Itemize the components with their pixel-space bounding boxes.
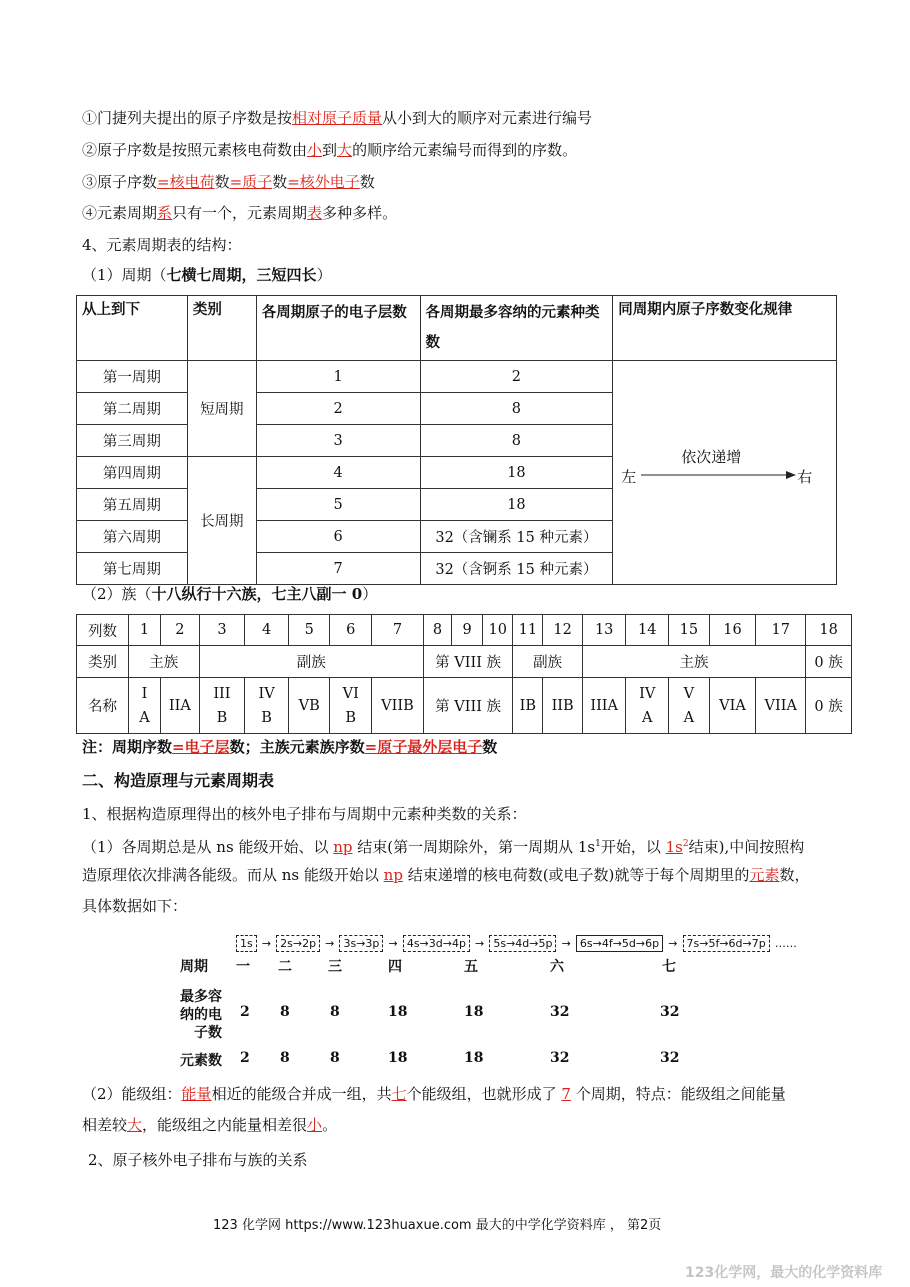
col-num: 12	[543, 615, 582, 646]
period-cell: 四	[388, 959, 402, 975]
period-cell: 五	[464, 959, 478, 975]
element-cell: 2	[240, 1050, 250, 1066]
row-label: 纳的电	[180, 1007, 222, 1023]
col-num: 16	[709, 615, 756, 646]
col-num: 13	[582, 615, 626, 646]
col-num: 6	[330, 615, 372, 646]
col-num: 17	[756, 615, 806, 646]
period-cell: 六	[550, 959, 564, 975]
type-main-a: 主族	[128, 646, 199, 678]
orbital-group: 7s→5f→6d→7p	[683, 935, 770, 952]
col-num: 3	[199, 615, 245, 646]
col-num: 8	[423, 615, 451, 646]
subsection-2: 2、原子核外电子排布与族的关系	[88, 1151, 308, 1169]
cell-layers: 2	[256, 393, 420, 425]
watermark: 123化学网，最大的化学资料库	[685, 1265, 883, 1281]
orbital-group: 5s→4d→5p	[489, 935, 556, 952]
row-label: 子数	[194, 1025, 222, 1041]
col-num: 4	[245, 615, 289, 646]
name-cell: 0 族	[806, 678, 852, 734]
cell-layers: 5	[256, 489, 420, 521]
period-cell: 七	[662, 959, 676, 975]
max-cell: 8	[330, 1004, 340, 1020]
trend-right: 右	[797, 468, 813, 486]
point-3: ③原子序数=核电荷数=质子数=核外电子数	[82, 173, 375, 191]
th-trend: 同周期内原子序数变化规律	[613, 296, 837, 361]
cell-layers: 1	[256, 361, 420, 393]
row-label: 元素数	[180, 1053, 222, 1069]
sequence-tail: ……	[774, 937, 797, 950]
cell-layers: 7	[256, 553, 420, 585]
period-table	[76, 295, 837, 585]
period-cell: 二	[278, 959, 292, 975]
type-zero: 0 族	[806, 646, 852, 678]
col-num: 11	[513, 615, 543, 646]
element-cell: 32	[550, 1050, 570, 1066]
max-cell: 8	[280, 1004, 290, 1020]
name-label: 名称	[77, 678, 129, 734]
type-main-a2: 主族	[582, 646, 805, 678]
para2-line1: （2）能级组：能量相近的能级合并成一组，共七个能级组，也就形成了 7 个周期，特点：能级组之间能量	[82, 1085, 786, 1103]
orbital-group: 6s→4f→5d→6p	[576, 935, 663, 952]
orbital-group: 4s→3d→4p	[403, 935, 470, 952]
col-num: 1	[128, 615, 160, 646]
orbital-group: 3s→3p	[339, 935, 383, 952]
point-1: ①门捷列夫提出的原子序数是按相对原子质量从小到大的顺序对元素进行编号	[82, 109, 593, 127]
th-count: 各周期最多容纳的元素种类数	[420, 296, 613, 361]
orbital-group: 1s	[236, 935, 257, 952]
page-footer: 123 化学网 https://www.123huaxue.com 最大的中学化学资料库 ， 第2页	[213, 1218, 662, 1233]
heading-structure: 4、元素周期表的结构：	[82, 236, 242, 254]
name-cell: VIIB	[372, 678, 424, 734]
heading-group: （2）族（十八纵行十六族，七主八副一 0）	[82, 585, 378, 603]
name-cell: 第 VIII 族	[423, 678, 512, 734]
name-cell: VI B	[330, 678, 372, 734]
max-cell: 32	[660, 1004, 680, 1020]
table-row: 第二周期	[77, 393, 188, 425]
cell-count: 2	[420, 361, 613, 393]
col-num: 5	[288, 615, 330, 646]
max-cell: 32	[550, 1004, 570, 1020]
col-num: 2	[161, 615, 199, 646]
para2-line2: 相差较大，能级组之内能量相差很小。	[82, 1116, 338, 1134]
table-row: 第四周期	[77, 457, 188, 489]
cell-layers: 4	[256, 457, 420, 489]
point-4: ④元素周期系只有一个，元素周期表多种多样。	[82, 204, 398, 222]
group-table	[76, 614, 852, 734]
orbital-sequence: 1s → 2s→2p → 3s→3p → 4s→3d→4p → 5s→4d→5p → 6s→4f→5d→6p → 7s→5f→6d→7p ……	[236, 932, 797, 952]
cell-count: 8	[420, 425, 613, 457]
element-cell: 18	[464, 1050, 484, 1066]
heading-period: （1）周期（七横七周期，三短四长）	[82, 266, 332, 284]
name-cell: III B	[199, 678, 245, 734]
long-period-label: 长周期	[187, 457, 256, 585]
name-cell: IIA	[161, 678, 199, 734]
name-cell: V A	[669, 678, 710, 734]
col-num: 15	[669, 615, 710, 646]
para1-line1: （1）各周期总是从 ns 能级开始、以 np 结束(第一周期除外，第一周期从 $1s^1$开始，以 $1s^2$结束),中间按照构	[82, 838, 805, 856]
name-cell: VIIA	[756, 678, 806, 734]
cell-count: 8	[420, 393, 613, 425]
element-cell: 8	[280, 1050, 290, 1066]
table-row: 第六周期	[77, 521, 188, 553]
th-layers: 各周期原子的电子层数	[256, 296, 420, 361]
type-sub-b2: 副族	[513, 646, 583, 678]
th-order: 从上到下	[77, 296, 188, 361]
name-cell: IV B	[245, 678, 289, 734]
col-num: 18	[806, 615, 852, 646]
element-cell: 8	[330, 1050, 340, 1066]
name-cell: I A	[128, 678, 160, 734]
th-category: 类别	[187, 296, 256, 361]
trend-cell	[613, 361, 837, 585]
period-cell: 三	[328, 959, 342, 975]
arrow-right-icon	[641, 469, 796, 481]
point-2: ②原子序数是按照元素核电荷数由小到大的顺序给元素编号而得到的序数。	[82, 141, 578, 159]
table-row: 第三周期	[77, 425, 188, 457]
name-cell: IB	[513, 678, 543, 734]
name-cell: VIA	[709, 678, 756, 734]
cell-count: 18	[420, 489, 613, 521]
name-cell: IIB	[543, 678, 582, 734]
type-viii: 第 VIII 族	[423, 646, 512, 678]
element-cell: 32	[660, 1050, 680, 1066]
col-num: 7	[372, 615, 424, 646]
para1-line2: 造原理依次排满各能级。而从 ns 能级开始以 np 结束递增的核电荷数(或电子数)就等于每个周期里的元素数，	[82, 866, 810, 884]
cell-layers: 3	[256, 425, 420, 457]
col-label: 列数	[77, 615, 129, 646]
table-row: 第五周期	[77, 489, 188, 521]
max-cell: 18	[464, 1004, 484, 1020]
trend-label: 依次递增	[681, 448, 742, 466]
row-label: 最多容	[180, 989, 222, 1005]
note: 注：周期序数=电子层数；主族元素族序数=原子最外层电子数	[82, 738, 498, 756]
cell-layers: 6	[256, 521, 420, 553]
cell-count: 18	[420, 457, 613, 489]
orbital-group: 2s→2p	[276, 935, 320, 952]
para1-line3: 具体数据如下：	[82, 897, 188, 915]
name-cell: IIIA	[582, 678, 626, 734]
element-cell: 18	[388, 1050, 408, 1066]
short-period-label: 短周期	[187, 361, 256, 457]
col-num: 14	[626, 615, 669, 646]
cell-count: 32（含镧系 15 种元素）	[420, 521, 613, 553]
col-num: 9	[451, 615, 482, 646]
max-cell: 18	[388, 1004, 408, 1020]
subsection-1: 1、根据构造原理得出的核外电子排布与周期中元素种类数的关系：	[82, 805, 527, 823]
section-title: 二、构造原理与元素周期表	[82, 771, 275, 790]
table-row: 第七周期	[77, 553, 188, 585]
table-row: 第一周期	[77, 361, 188, 393]
name-cell: VB	[288, 678, 330, 734]
trend-left: 左	[621, 468, 637, 486]
row-label: 周期	[180, 959, 208, 975]
cell-count: 32（含锕系 15 种元素）	[420, 553, 613, 585]
name-cell: IV A	[626, 678, 669, 734]
type-sub-b: 副族	[199, 646, 423, 678]
type-label: 类别	[77, 646, 129, 678]
max-cell: 2	[240, 1004, 250, 1020]
col-num: 10	[483, 615, 513, 646]
period-cell: 一	[236, 959, 250, 975]
